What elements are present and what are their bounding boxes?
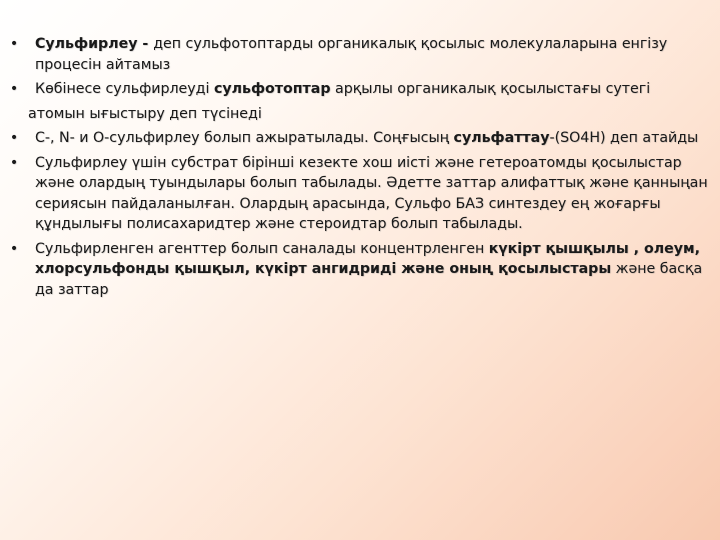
list-item: [8, 34, 708, 75]
bullet-icon: •: [9, 36, 19, 52]
text-run: Сульфирлеу үшін субстрат бірінші кезекте хош иісті және гетероатомды қосылыстар және олардың туындылары болып табылады. Әдетте заттар алифаттық және қанныңан сериясын пайдаланылған. Олардың арасында, Сульфо БАЗ синтездеу ең жоғарғы құндылығы полисахаридтер және стероидтар болып табылады.: [35, 154, 708, 232]
text-run: -(SO4H) деп атайды: [549, 130, 699, 146]
bold-text: сульфотоптар: [213, 81, 331, 97]
text-run: арқылы органикалық қосылыстағы сутегі: [330, 81, 651, 97]
bullet-icon: •: [9, 240, 19, 257]
list-item-continuation: [8, 104, 708, 125]
text-run: Көбінесе сульфирлеуді: [35, 81, 214, 97]
list-item-text: [35, 241, 702, 298]
bold-text: Сульфирлеу -: [35, 36, 154, 52]
list-item: [8, 128, 708, 149]
bold-text: күкірт қышқылы , олеум, хлорсульфонды қышқыл, күкірт ангидриді және оның қосылыстары: [35, 240, 700, 277]
list-item-text: [35, 81, 650, 97]
list-item-text: [35, 36, 667, 73]
list-item: [8, 239, 708, 301]
bold-text: сульфаттау: [453, 130, 550, 146]
bullet-list: [8, 34, 708, 304]
text-run: деп сульфотоптарды органикалық қосылыс молекулаларына енгізу процесін айтамыз: [35, 36, 668, 73]
list-item: [8, 79, 708, 100]
text-run: С-, N- и О-сульфирлеу болып ажыратылады. Соңғысың: [35, 130, 454, 146]
list-item: [8, 153, 708, 235]
bullet-icon: •: [9, 130, 19, 146]
bullet-icon: •: [9, 154, 19, 171]
list-item-text: [35, 130, 698, 146]
text-run: атомын ығыстыру деп түсінеді: [28, 105, 262, 122]
list-item-text: [28, 106, 262, 122]
list-item-text: [35, 155, 708, 233]
text-run: Сульфирленген агенттер болып саналады концентрленген: [35, 240, 489, 257]
text-run: және басқа да заттар: [35, 261, 703, 298]
bullet-icon: •: [9, 81, 19, 97]
